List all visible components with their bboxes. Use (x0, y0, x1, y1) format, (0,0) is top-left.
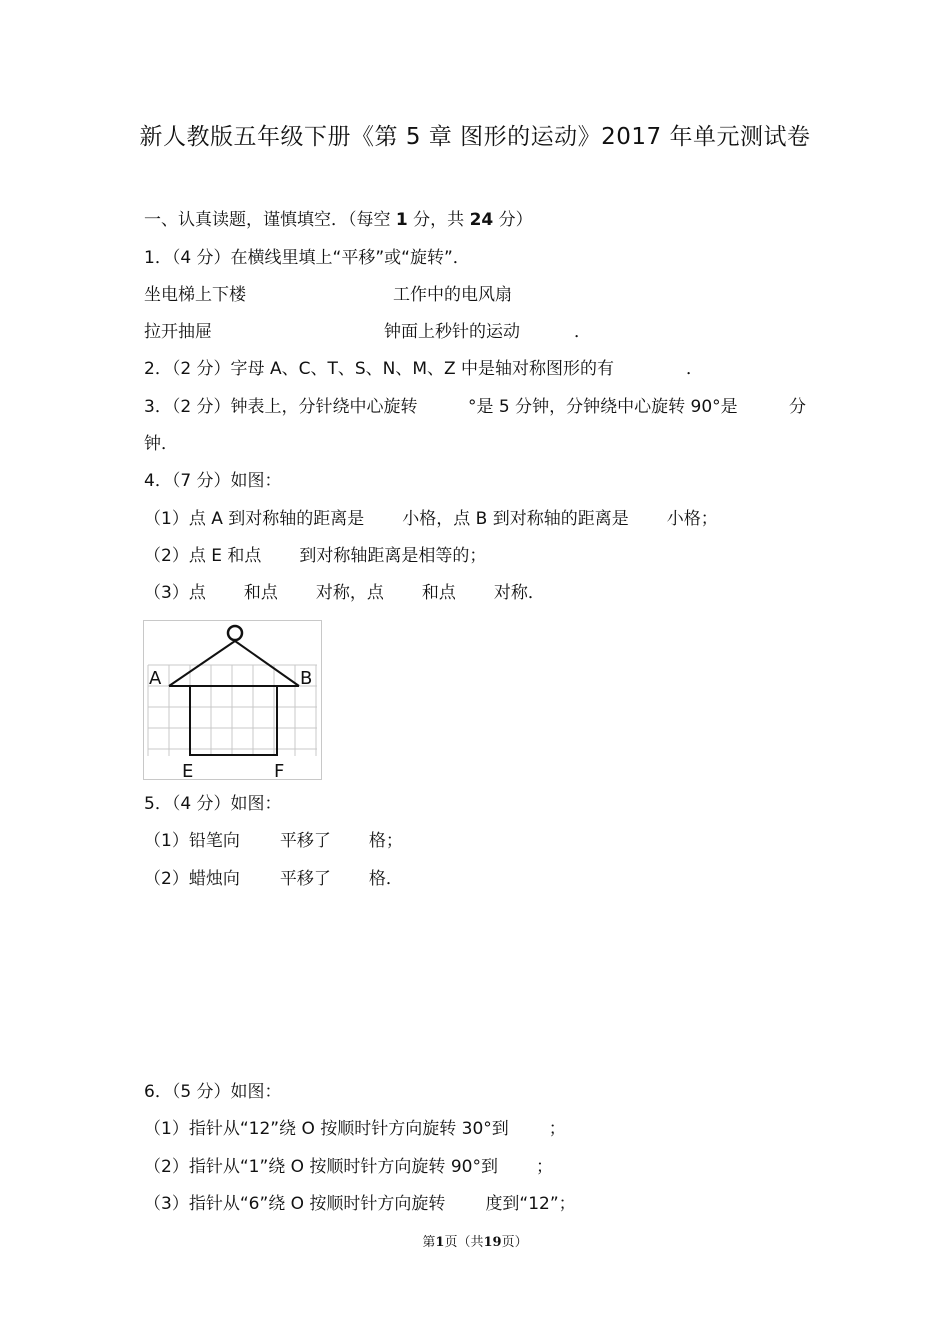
q4-s3-b: 和点 (243, 583, 278, 603)
q4-s2-a: （2）点 E 和点 (144, 546, 262, 566)
house-grid-figure (143, 620, 322, 780)
point-a-label: A (149, 668, 162, 689)
q6-s3-a: （3）指针从“6”绕 O 按顺时针方向旋转 (144, 1194, 446, 1214)
q6-s2-b: ； (535, 1157, 553, 1177)
question-3-part-d: 钟． (144, 434, 178, 454)
q4-s1-c: 小格； (666, 509, 718, 529)
section-text: 分，共 (407, 210, 470, 230)
question-6-sub-2 (144, 1155, 553, 1179)
section-heading (144, 208, 533, 232)
section-text: 一、认真读题，谨慎填空．（每空 (144, 210, 396, 230)
section-text: 分） (493, 210, 533, 230)
question-1-item-a: 坐电梯上下楼 (144, 285, 246, 305)
question-1-end: ． (574, 322, 591, 342)
point-e-label: E (182, 761, 194, 779)
q4-s3-e: 对称． (493, 583, 545, 603)
question-6-heading: 6．（5 分）如图： (144, 1082, 282, 1102)
question-4-sub-2 (144, 544, 486, 568)
footer-text: 第 (422, 1235, 436, 1250)
q5-s1-b: 平移了 (279, 831, 331, 851)
question-1-heading: 1．（4 分）在横线里填上“平移”或“旋转”． (144, 248, 470, 268)
question-5-sub-1 (144, 829, 403, 853)
q4-s2-b: 到对称轴距离是相等的； (299, 546, 487, 566)
question-5-heading: 5．（4 分）如图： (144, 794, 282, 814)
point-o-label: O (229, 626, 241, 642)
question-6-sub-3 (144, 1192, 576, 1216)
point-b-label: B (300, 668, 313, 689)
q5-s2-b: 平移了 (279, 869, 331, 889)
question-3-part-b: °是 5 分钟，分钟绕中心旋转 90°是 (468, 397, 738, 417)
q6-s1-b: ； (548, 1119, 566, 1139)
footer-page-number: 1 (435, 1235, 445, 1250)
question-3-part-c: 分 (789, 397, 806, 417)
q4-s1-b: 小格，点 B 到对称轴的距离是 (402, 509, 629, 529)
question-1-item-d: 钟面上秒针的运动 (384, 322, 520, 342)
q6-s3-b: 度到“12”； (485, 1194, 576, 1214)
q4-s3-a: （3）点 (144, 583, 206, 603)
question-5-sub-2 (144, 867, 403, 891)
q5-s1-a: （1）铅笔向 (144, 831, 240, 851)
grid-lines (148, 665, 317, 756)
point-f-label: F (274, 761, 285, 779)
q6-s1-a: （1）指针从“12”绕 O 按顺时针方向旋转 30°到 (144, 1119, 509, 1139)
q4-s3-d: 和点 (421, 583, 456, 603)
question-1-item-c: 拉开抽屉 (144, 322, 212, 342)
house-outline (169, 641, 299, 755)
footer-text: 页） (501, 1235, 528, 1250)
question-1-item-b: 工作中的电风扇 (393, 285, 512, 305)
question-2-text: 2．（2 分）字母 A、C、T、S、N、M、Z 中是轴对称图形的有 (144, 359, 615, 379)
house-grid-svg (144, 621, 321, 779)
question-4-heading: 4．（7 分）如图： (144, 471, 282, 491)
q4-s1-a: （1）点 A 到对称轴的距离是 (144, 509, 365, 529)
page-title: 新人教版五年级下册《第 5 章 图形的运动》2017 年单元测试卷 (139, 124, 811, 150)
footer-total-pages: 19 (483, 1235, 502, 1250)
section-score-total: 24 (469, 210, 494, 230)
footer-text: 页（共 (444, 1235, 484, 1250)
q6-s2-a: （2）指针从“1”绕 O 按顺时针方向旋转 90°到 (144, 1157, 498, 1177)
section-score-each: 1 (395, 210, 408, 230)
page-footer (0, 1231, 950, 1250)
q5-s2-a: （2）蜡烛向 (144, 869, 240, 889)
q4-s3-c: 对称，点 (315, 583, 384, 603)
question-4-sub-3 (144, 581, 545, 605)
q5-s2-c: 格． (368, 869, 403, 889)
question-6-sub-1 (144, 1117, 566, 1141)
question-2-end: ． (686, 359, 703, 379)
question-4-sub-1 (144, 507, 718, 531)
question-3-part-a: 3．（2 分）钟表上，分针绕中心旋转 (144, 397, 418, 417)
q5-s1-c: 格； (368, 831, 403, 851)
